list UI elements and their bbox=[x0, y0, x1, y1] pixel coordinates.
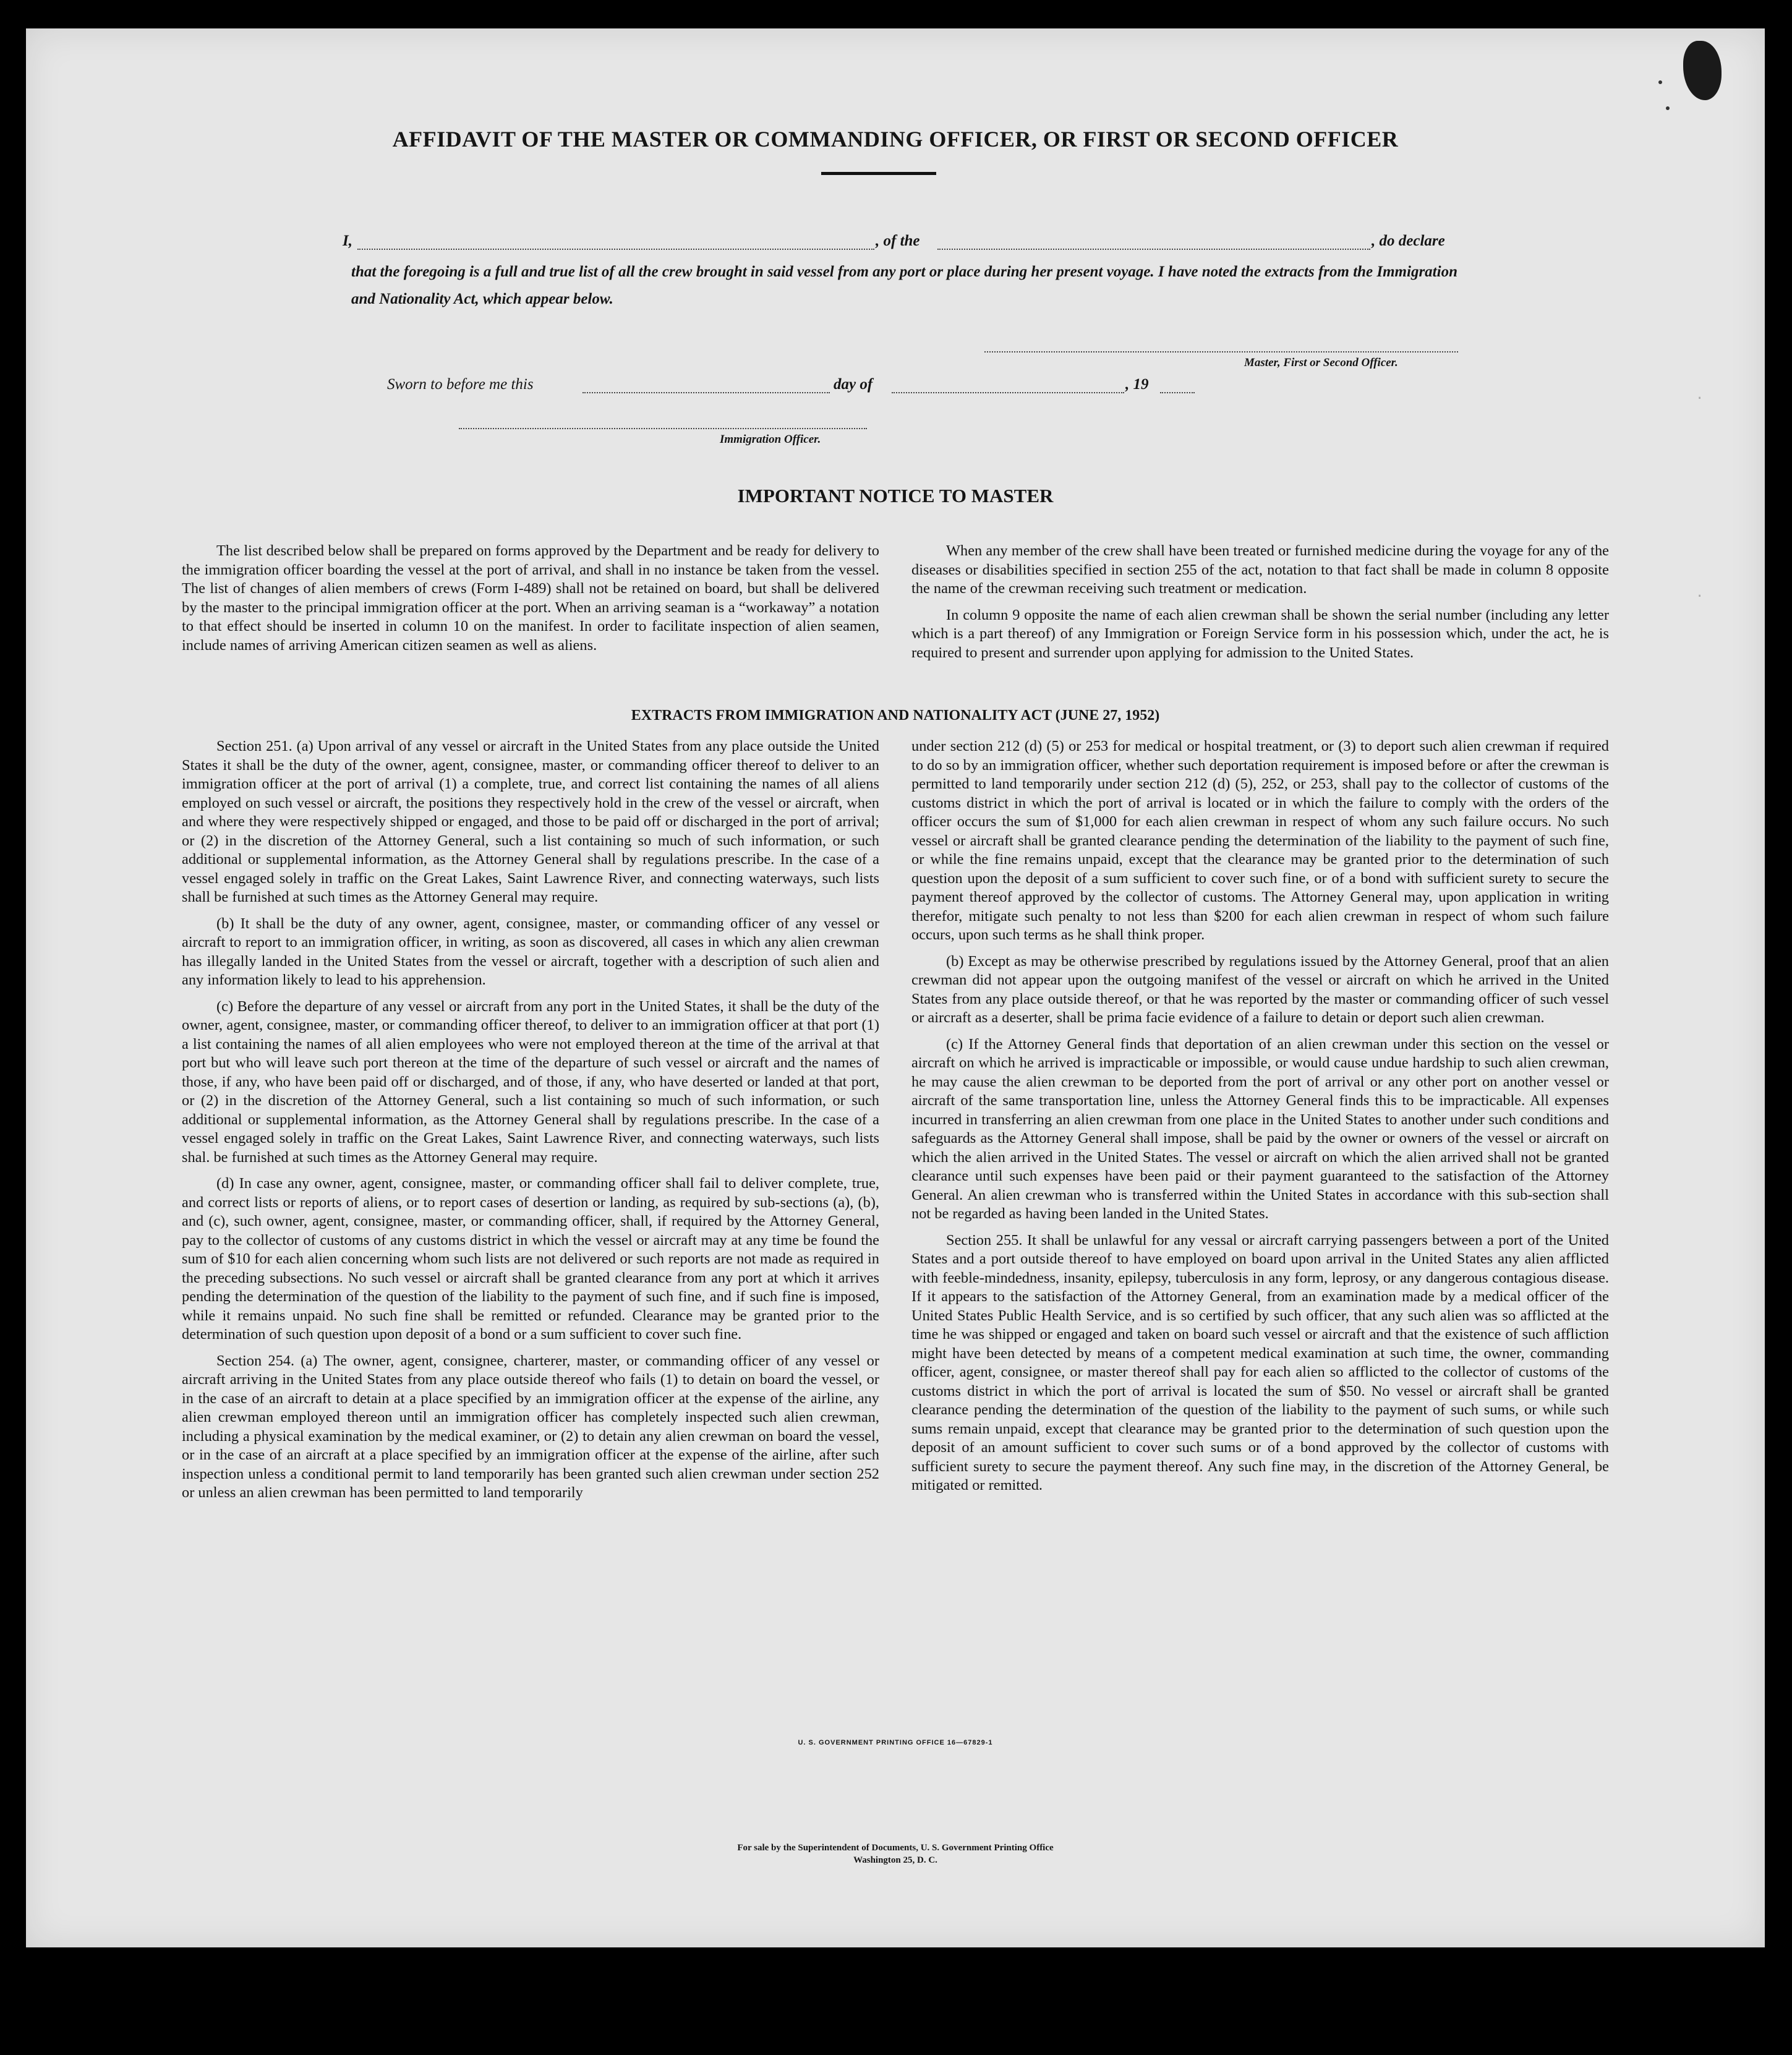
affidavit-title: AFFIDAVIT OF THE MASTER OR COMMANDING OFFICER, OR FIRST OR SECOND OFFICER bbox=[392, 127, 1399, 152]
notice-left-column bbox=[182, 542, 879, 655]
title-rule bbox=[821, 172, 936, 175]
officer-caption: Immigration Officer. bbox=[720, 433, 821, 446]
declaration-statement: that the foregoing is a full and true list of all the crew brought in said vessel from any port or place during her present voyage. I have noted the extracts from the Immigration and Nationality Act, which appear below. bbox=[351, 263, 1457, 307]
extracts-title: EXTRACTS FROM IMMIGRATION AND NATIONALITY ACT (JUNE 27, 1952) bbox=[631, 707, 1160, 724]
section-254-c: (c) If the Attorney General finds that deportation of an alien crewman under this section on the vessel or aircraft on which he arrived is impracticable or impossible, or would cause undue hardship to such alien crewman, he may cause the alien crewman to be deported from the port of arrival or any other port on another vessel or aircraft of the same transportation line, unless the Attorney General finds this to be impracticable. All expenses incurred in transferring an alien crewman from one place in the United States to another under such conditions and safeguards as the Attorney General shall impose, shall be paid by the owner or owners of the vessel or aircraft on which the alien arrived in the United States. The vessel or aircraft on which the alien arrived shall not be granted clearance until such expenses have been paid or their payment guaranteed to the satisfaction of the Attorney General. An alien crewman who is transferred within the United States in accordance with this sub-section shall not be regarded as having been landed in the United States. bbox=[911, 1035, 1609, 1222]
gpo-imprint: U. S. GOVERNMENT PRINTING OFFICE 16—67829-1 bbox=[798, 1739, 993, 1746]
speck bbox=[1666, 106, 1670, 110]
sale-line-2: Washington 25, D. C. bbox=[853, 1855, 937, 1865]
section-251-a: Section 251. (a) Upon arrival of any vessel or aircraft in the United States from any place outside the United States it shall be the duty of the owner, agent, consignee, master, or commanding officer thereof to deliver to an immigration officer at the port of arrival (1) a complete, true, and correct list containing the names of all aliens employed on such vessel or aircraft, the positions they respectively hold in the crew of the vessel or aircraft, when and where they were respectively shipped or engaged, and those to be paid off or discharged in the port of arrival; or (2) in the discretion of the Attorney General, such a list containing so much of such information, or such additional or supplemental information, as the Attorney General shall by regulations prescribe. In the case of a vessel engaged solely in traffic on the Great Lakes, Saint Lawrence River, and connecting waterways, such lists shall be furnished at such times as the Attorney General may require. bbox=[182, 738, 879, 905]
section-254-a-continued: under section 212 (d) (5) or 253 for medical or hospital treatment, or (3) to deport such alien crewman if required to do so by an immigration officer, whether such deportation requirement is imposed before or after the crewman is permitted to land temporarily under section 212 (d) (5), 252, or 253, shall pay to the collector of customs of the customs district in which the port of arrival is located or in which the failure to comply with the orders of the officer occurs the sum of $1,000 for each alien crewman in respect of whom any such failure occurs. No such vessel or aircraft shall be granted clearance pending the determination of the liability to the payment of such fine, or while the fine remains unpaid, except that the clearance may be granted prior to the determination of such question upon the deposit of a sum sufficient to cover such fine, or of a bond with sufficient surety to secure the payment thereof approved by the collector of customs. The Attorney General may, upon application in writing therefor, mitigate such penalty to not less than $200 for each alien crewman in respect of whom such failure occurs, upon such terms as he shall think proper. bbox=[911, 738, 1609, 943]
section-251-d: (d) In case any owner, agent, consignee, master, or commanding officer shall fail to deliver complete, true, and correct lists or reports of aliens, or to report cases of desertion or landing, as required by sub-sections (a), (b), and (c), such owner, agent, consignee, master, or commanding officer, shall, if required by the Attorney General, pay to the collector of customs of any customs district in which the vessel or aircraft may at any time be found the sum of $10 for each alien concerning whom such lists are not delivered or such reports are not made as required in the preceding subsections. No such vessel or aircraft shall be granted clearance from any port at which it arrives pending the determination of the question of the liability to the payment of such fine, and if such fine is imposed, while it remains unpaid. No such fine shall be remitted or refunded. Clearance may be granted prior to the determination of such question upon deposit of a bond or a sum sufficient to cover such fine. bbox=[182, 1175, 879, 1343]
master-caption: Master, First or Second Officer. bbox=[1244, 356, 1398, 369]
sworn-year-prefix: , 19 bbox=[1125, 376, 1149, 393]
section-255: Section 255. It shall be unlawful for any vessal or aircraft carrying passengers between a port of the United States and a port outside thereof to have employed on board upon arrival in the United States any alien afflicted with feeble-mindedness, insanity, epilepsy, tuberculosis in any form, leprosy, or any dangerous contagious disease. If it appears to the satisfaction of the Attorney General, from an examination made by a medical officer of the United States Public Health Service, and is so certified by such officer, that any such alien was so afflicted at the time he was shipped or engaged and taken on board such vessel or aircraft and that the existence of such affliction might have been detected by means of a competent medical examination at such time, the owner, commanding officer, agent, consignee, or master thereof shall pay for each alien so afflicted to the collector of customs of the customs district in which the port of arrival is located the sum of $50. No vessel or aircraft shall be granted clearance pending the determination of the question of the liability to the payment of such sums, or while such sums remain unpaid, except that clearance may be granted prior to the determination of such question upon the deposit of an amount sufficient to cover such sums or of a bond approved by the collector of customs with sufficient surety to secure the payment thereof. Any such fine may, in the discretion of the Attorney General, be mitigated or remitted. bbox=[911, 1231, 1609, 1493]
section-254-b: (b) Except as may be otherwise prescribed by regulations issued by the Attorney General, proof that an alien crewman did not appear upon the outgoing manifest of the vessel or aircraft on which he arrived in the United States from any place outside thereof, or that he was reported by the master or commanding officer of such vessel or aircraft as a deserter, shall be prima facie evidence of a failure to detain or deport such alien crewman. bbox=[911, 952, 1609, 1026]
sale-notice bbox=[26, 1842, 1765, 1866]
section-254-a: Section 254. (a) The owner, agent, consignee, charterer, master, or commanding officer of any vessel or aircraft arriving in the United States from any place outside thereof who fails (1) to detain on board the vessel, or in the case of an aircraft to detain at a place specified by an immigration officer at the expense of the airline, any alien crewman employed thereon until an immigration officer has completely inspected such alien crewman, including a physical examination by the medical examiner, or (2) to detain any alien crewman on board the vessel, or in the case of an aircraft at a place specified by an immigration officer at the expense of the airline, after such inspection unless a conditional permit to land temporarily has been granted such alien crewman under section 252 or unless an alien crewman has been permitted to land temporarily bbox=[182, 1352, 879, 1501]
notice-paragraph: When any member of the crew shall have been treated or furnished medicine during the voyage for any of the diseases or disabilities specified in section 255 of the act, notation to that fact shall be made in column 8 opposite the name of the crewman receiving such treatment or medication. bbox=[911, 542, 1609, 597]
document-page bbox=[26, 28, 1765, 1947]
vessel-blank bbox=[937, 249, 1370, 250]
sale-line-1: For sale by the Superintendent of Documents, U. S. Government Printing Office bbox=[737, 1843, 1054, 1853]
ink-blot bbox=[1683, 41, 1722, 100]
notice-title: IMPORTANT NOTICE TO MASTER bbox=[737, 485, 1054, 506]
speck bbox=[1658, 80, 1662, 84]
extracts-right-column bbox=[911, 737, 1609, 1495]
section-251-c: (c) Before the departure of any vessel or aircraft from any port in the United States, it shall be the duty of the owner, agent, consignee, master, or commanding officer thereof, to deliver to an immigration officer at that port (1) a list containing the names of all alien employees who were not employed thereon at the time of the arrival at that port but who will leave such port thereon at the time of the departure of such vessel or aircraft and the names of those, if any, who have been paid off or discharged, and of those, if any, who have deserted or landed at that port, or (2) in the discretion of the Attorney General, such a list containing so much of such information, or such additional or supplemental information, as the Attorney General shall by regulations prescribe. In the case of a vessel engaged solely in traffic on the Great Lakes, Saint Lawrence River, and connecting waterways, such lists shal. be furnished at such times as the Attorney General may require. bbox=[182, 998, 879, 1166]
declaration-do-declare: , do declare bbox=[1372, 233, 1445, 249]
bleed-through-mark: . bbox=[1696, 387, 1704, 403]
extracts-left-column bbox=[182, 737, 879, 1503]
officer-signature-line bbox=[459, 428, 867, 429]
notice-paragraph: The list described below shall be prepared on forms approved by the Department and be ready for delivery to the immigration officer boarding the vessel at the port of arrival, and shall in no instance be taken from the vessel. The list of changes of alien members of crews (Form I-489) shall not be retained on board, but shall be delivered by the master to the principal immigration officer at the port. When an arriving seaman is a “workaway” a notation to that effect should be inserted in column 10 on the manifest. In order to facilitate inspection of alien seamen, include names of arriving American citizen seamen as well as aliens. bbox=[182, 542, 879, 654]
sworn-label: Sworn to before me this bbox=[387, 376, 534, 393]
declaration-i: I, bbox=[343, 233, 352, 249]
master-signature-line bbox=[984, 351, 1458, 352]
sworn-month-blank bbox=[892, 392, 1124, 393]
declaration-of-the: , of the bbox=[876, 233, 920, 249]
sworn-day-blank bbox=[582, 392, 830, 393]
section-251-b: (b) It shall be the duty of any owner, agent, consignee, master, or commanding officer of any vessel or aircraft to report to an immigration officer, in writing, as soon as discovered, all cases in which any alien crewman has illegally landed in the United States from the vessel or aircraft, together with a description of such alien and any information likely to lead to his apprehension. bbox=[182, 915, 879, 988]
notice-paragraph: In column 9 opposite the name of each alien crewman shall be shown the serial number (including any letter which is a part thereof) of any Immigration or Foreign Service form in his possession which, under the act, he is required to present and surrender upon applying for admission to the United States. bbox=[911, 606, 1609, 661]
name-blank bbox=[357, 249, 874, 250]
notice-right-column bbox=[911, 542, 1609, 662]
sworn-day-of: day of bbox=[834, 376, 873, 393]
sworn-year-blank bbox=[1160, 392, 1195, 393]
bleed-through-mark: . bbox=[1696, 585, 1704, 600]
